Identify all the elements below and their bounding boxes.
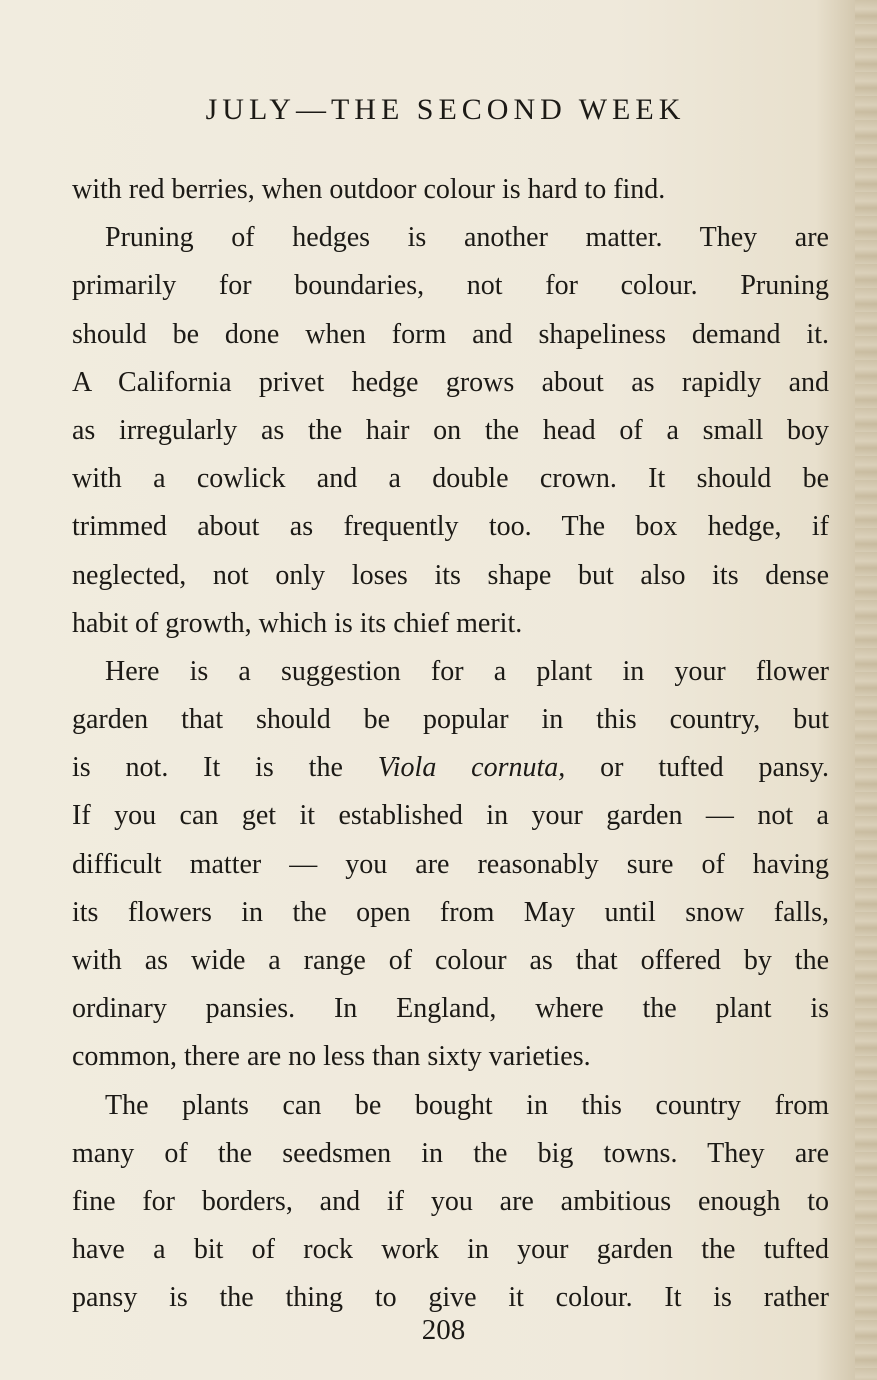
text-line: garden that should be popular in this country, but (72, 704, 829, 736)
text-line: trimmed about as frequently too. The box hedge, if (72, 511, 829, 543)
text-line: with red berries, when outdoor colour is hard to find. (72, 174, 666, 205)
text-line: The plants can be bought in this country from (105, 1089, 829, 1121)
text-line: If you can get it established in your garden — not a (72, 800, 829, 832)
text-line: its flowers in the open from May until snow falls, (72, 896, 829, 928)
text-line: Pruning of hedges is another matter. They are (105, 222, 829, 254)
text-line: with as wide a range of colour as that offered by the (72, 945, 829, 976)
text-line: pansy is the thing to give it colour. It is rather (72, 1282, 829, 1314)
text-line: many of the seedsmen in the big towns. They are (72, 1137, 829, 1169)
text-line: habit of growth, which is its chief merit. (72, 607, 523, 639)
text-line: ordinary pansies. In England, where the plant is (72, 993, 829, 1025)
text-line: as irregularly as the hair on the head of a small boy (72, 414, 829, 446)
text-line: neglected, not only loses its shape but also its dense (72, 559, 829, 591)
italic-species-name: Viola cornuta, (377, 752, 566, 784)
text-line: should be done when form and shapeliness demand it. (72, 318, 829, 350)
page-number: 208 (421, 1314, 466, 1346)
text-line: Here is a suggestion for a plant in your flower (105, 655, 829, 687)
text-line: primarily for boundaries, not for colour. Pruning (72, 270, 829, 302)
text-line: common, there are no less than sixty varieties. (72, 1041, 591, 1073)
page-edge (855, 0, 877, 1380)
body-text (72, 166, 829, 1323)
text-line: have a bit of rock work in your garden the tufted (72, 1234, 829, 1266)
running-head: JULY—THE SECOND WEEK (205, 93, 686, 126)
text-line: A California privet hedge grows about as rapidly and (72, 366, 829, 398)
text-line: with a cowlick and a double crown. It should be (72, 463, 829, 495)
text-line: fine for borders, and if you are ambitious enough to (72, 1185, 829, 1217)
text-segment: is not. It is the (72, 752, 378, 784)
text-line (72, 744, 829, 792)
text-segment: or tufted pansy. (565, 752, 829, 784)
text-line: difficult matter — you are reasonably sure of having (72, 848, 829, 880)
